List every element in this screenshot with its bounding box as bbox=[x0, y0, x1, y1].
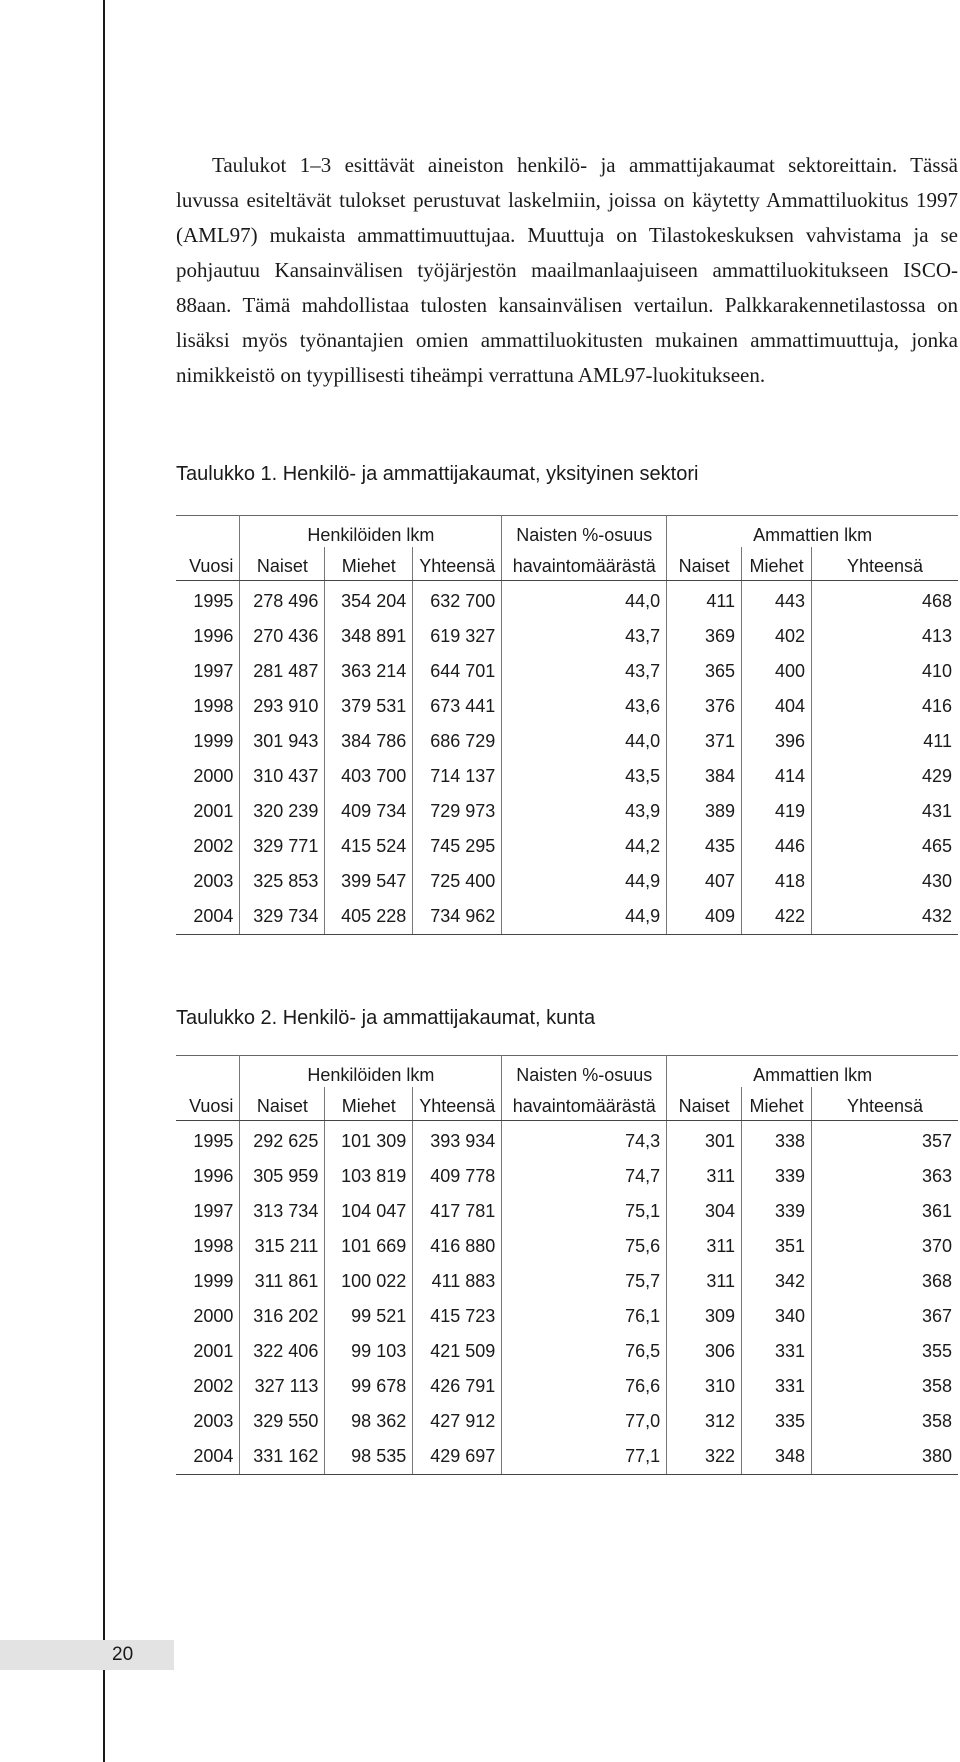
table-1 bbox=[176, 515, 958, 935]
cell-occ-women: 384 bbox=[667, 759, 742, 794]
cell-occ-total: 416 bbox=[812, 689, 958, 724]
cell-women: 322 406 bbox=[240, 1334, 325, 1369]
cell-occ-total: 363 bbox=[812, 1159, 958, 1194]
header-persons: Henkilöiden lkm bbox=[240, 1056, 502, 1088]
cell-women: 329 734 bbox=[240, 899, 325, 935]
cell-occ-total: 380 bbox=[812, 1439, 958, 1475]
table-2 bbox=[176, 1055, 958, 1475]
table-row bbox=[176, 1404, 958, 1439]
cell-occ-men: 446 bbox=[742, 829, 812, 864]
cell-men: 101 669 bbox=[325, 1229, 413, 1264]
cell-men: 354 204 bbox=[325, 581, 413, 620]
cell-women: 301 943 bbox=[240, 724, 325, 759]
col-occ-women: Naiset bbox=[667, 547, 742, 581]
cell-occ-total: 465 bbox=[812, 829, 958, 864]
cell-women: 320 239 bbox=[240, 794, 325, 829]
cell-year: 1999 bbox=[193, 1271, 234, 1291]
cell-occ-total: 367 bbox=[812, 1299, 958, 1334]
cell-men: 403 700 bbox=[325, 759, 413, 794]
table-row bbox=[176, 759, 958, 794]
cell-men: 98 535 bbox=[325, 1439, 413, 1475]
cell-men: 409 734 bbox=[325, 794, 413, 829]
cell-occ-men: 419 bbox=[742, 794, 812, 829]
cell-year: 2003 bbox=[193, 1411, 234, 1431]
col-occ-women: Naiset bbox=[667, 1087, 742, 1121]
cell-year: 1995 bbox=[193, 591, 234, 611]
intro-text: Taulukot 1–3 esittävät aineiston henkilö- ja ammattijakaumat sektoreittain. Tässä luvussa esiteltävät tulokset perustuvat laskelmiin, joissa on käytetty Ammattiluokitus 1997 (AML97) mukaista ammattimuuttujaa. Muuttuja on Tilastokeskuksen vahvistama ja se pohjautuu Kansainvälisen työjärjestön maailmanlaajuiseen ammattiluokitukseen ISCO-88aan. Tämä mahdollistaa tulosten kansainvälisen vertailun. Palkkarakennetilastossa on lisäksi myös työnantajien omien ammattiluokitusten mukainen ammattimuuttuja, jonka nimikkeistö on tyypillisesti tiheämpi verrattuna AML97-luokitukseen. bbox=[176, 153, 958, 387]
cell-men: 379 531 bbox=[325, 689, 413, 724]
cell-women: 316 202 bbox=[240, 1299, 325, 1334]
table-row bbox=[176, 619, 958, 654]
cell-total: 427 912 bbox=[413, 1404, 502, 1439]
cell-total: 734 962 bbox=[413, 899, 502, 935]
cell-occ-men: 404 bbox=[742, 689, 812, 724]
cell-share: 76,1 bbox=[502, 1299, 667, 1334]
cell-occ-men: 402 bbox=[742, 619, 812, 654]
cell-occ-men: 422 bbox=[742, 899, 812, 935]
cell-women: 278 496 bbox=[240, 581, 325, 620]
cell-men: 348 891 bbox=[325, 619, 413, 654]
intro-paragraph bbox=[176, 148, 958, 393]
cell-occ-women: 311 bbox=[667, 1159, 742, 1194]
table-row bbox=[176, 1439, 958, 1475]
cell-occ-total: 370 bbox=[812, 1229, 958, 1264]
cell-total: 417 781 bbox=[413, 1194, 502, 1229]
cell-men: 101 309 bbox=[325, 1121, 413, 1160]
cell-year: 1996 bbox=[193, 1166, 234, 1186]
cell-occ-men: 443 bbox=[742, 581, 812, 620]
table-row bbox=[176, 1121, 958, 1160]
cell-year: 2002 bbox=[193, 836, 234, 856]
cell-share: 75,6 bbox=[502, 1229, 667, 1264]
cell-occ-total: 411 bbox=[812, 724, 958, 759]
cell-occ-men: 339 bbox=[742, 1194, 812, 1229]
cell-total: 673 441 bbox=[413, 689, 502, 724]
cell-occ-men: 348 bbox=[742, 1439, 812, 1475]
cell-year: 2001 bbox=[193, 1341, 234, 1361]
cell-total: 415 723 bbox=[413, 1299, 502, 1334]
cell-occ-men: 342 bbox=[742, 1264, 812, 1299]
cell-total: 619 327 bbox=[413, 619, 502, 654]
cell-share: 75,1 bbox=[502, 1194, 667, 1229]
cell-women: 325 853 bbox=[240, 864, 325, 899]
cell-share: 74,3 bbox=[502, 1121, 667, 1160]
table-row bbox=[176, 864, 958, 899]
cell-occ-men: 331 bbox=[742, 1334, 812, 1369]
cell-women: 292 625 bbox=[240, 1121, 325, 1160]
col-occ-total: Yhteensä bbox=[812, 1087, 958, 1121]
table-row bbox=[176, 794, 958, 829]
cell-occ-women: 306 bbox=[667, 1334, 742, 1369]
col-year: Vuosi bbox=[176, 547, 240, 581]
cell-total: 632 700 bbox=[413, 581, 502, 620]
cell-year: 2004 bbox=[176, 1439, 240, 1475]
cell-share: 43,7 bbox=[502, 619, 667, 654]
cell-occ-total: 429 bbox=[812, 759, 958, 794]
cell-year: 2004 bbox=[176, 899, 240, 935]
header-row-groups bbox=[176, 516, 958, 548]
table-row bbox=[176, 899, 958, 935]
cell-women: 329 771 bbox=[240, 829, 325, 864]
cell-women: 311 861 bbox=[240, 1264, 325, 1299]
header-persons: Henkilöiden lkm bbox=[240, 516, 502, 548]
cell-occ-total: 368 bbox=[812, 1264, 958, 1299]
cell-year: 1997 bbox=[193, 661, 234, 681]
col-year: Vuosi bbox=[176, 1087, 240, 1121]
cell-men: 405 228 bbox=[325, 899, 413, 935]
cell-occ-total: 361 bbox=[812, 1194, 958, 1229]
cell-total: 426 791 bbox=[413, 1369, 502, 1404]
table-row bbox=[176, 581, 958, 620]
cell-occ-total: 355 bbox=[812, 1334, 958, 1369]
table-row bbox=[176, 1194, 958, 1229]
col-occ-men: Miehet bbox=[742, 1087, 812, 1121]
cell-occ-men: 400 bbox=[742, 654, 812, 689]
cell-year: 2001 bbox=[193, 801, 234, 821]
cell-year: 1998 bbox=[193, 1236, 234, 1256]
cell-men: 104 047 bbox=[325, 1194, 413, 1229]
cell-year: 2003 bbox=[193, 871, 234, 891]
cell-share: 43,6 bbox=[502, 689, 667, 724]
cell-share: 76,6 bbox=[502, 1369, 667, 1404]
cell-occ-men: 338 bbox=[742, 1121, 812, 1160]
cell-occ-total: 430 bbox=[812, 864, 958, 899]
cell-year: 1996 bbox=[193, 626, 234, 646]
table-row bbox=[176, 689, 958, 724]
cell-total: 411 883 bbox=[413, 1264, 502, 1299]
cell-occ-total: 358 bbox=[812, 1369, 958, 1404]
cell-men: 99 521 bbox=[325, 1299, 413, 1334]
col-men: Miehet bbox=[325, 1087, 413, 1121]
cell-occ-women: 435 bbox=[667, 829, 742, 864]
cell-occ-total: 358 bbox=[812, 1404, 958, 1439]
col-total: Yhteensä bbox=[413, 547, 502, 581]
cell-share: 77,1 bbox=[502, 1439, 667, 1475]
cell-total: 429 697 bbox=[413, 1439, 502, 1475]
cell-share: 43,7 bbox=[502, 654, 667, 689]
cell-total: 421 509 bbox=[413, 1334, 502, 1369]
cell-occ-women: 365 bbox=[667, 654, 742, 689]
cell-year: 2000 bbox=[193, 1306, 234, 1326]
cell-share: 44,0 bbox=[502, 581, 667, 620]
table-row bbox=[176, 829, 958, 864]
page-number: 20 bbox=[112, 1644, 134, 1665]
col-occ-total: Yhteensä bbox=[812, 547, 958, 581]
header-row-columns bbox=[176, 547, 958, 581]
table-row bbox=[176, 654, 958, 689]
cell-share: 44,0 bbox=[502, 724, 667, 759]
header-row-groups bbox=[176, 1056, 958, 1088]
table-1-caption: Taulukko 1. Henkilö- ja ammattijakaumat, yksityinen sektori bbox=[176, 463, 699, 485]
cell-total: 729 973 bbox=[413, 794, 502, 829]
cell-total: 714 137 bbox=[413, 759, 502, 794]
cell-women: 293 910 bbox=[240, 689, 325, 724]
col-share: havaintomäärästä bbox=[502, 1087, 667, 1121]
cell-total: 686 729 bbox=[413, 724, 502, 759]
cell-women: 329 550 bbox=[240, 1404, 325, 1439]
cell-occ-men: 396 bbox=[742, 724, 812, 759]
header-occupations: Ammattien lkm bbox=[667, 1056, 958, 1088]
table-row bbox=[176, 1264, 958, 1299]
cell-occ-women: 369 bbox=[667, 619, 742, 654]
cell-occ-women: 311 bbox=[667, 1229, 742, 1264]
cell-occ-women: 411 bbox=[667, 581, 742, 620]
cell-occ-men: 335 bbox=[742, 1404, 812, 1439]
cell-occ-women: 322 bbox=[667, 1439, 742, 1475]
cell-occ-women: 371 bbox=[667, 724, 742, 759]
header-share: Naisten %-osuus bbox=[502, 1056, 667, 1088]
margin-rule bbox=[103, 0, 105, 1762]
cell-total: 416 880 bbox=[413, 1229, 502, 1264]
cell-men: 415 524 bbox=[325, 829, 413, 864]
col-women: Naiset bbox=[240, 1087, 325, 1121]
cell-men: 399 547 bbox=[325, 864, 413, 899]
cell-year: 1999 bbox=[193, 731, 234, 751]
cell-occ-men: 339 bbox=[742, 1159, 812, 1194]
cell-total: 644 701 bbox=[413, 654, 502, 689]
table-row bbox=[176, 724, 958, 759]
cell-share: 44,9 bbox=[502, 864, 667, 899]
cell-women: 281 487 bbox=[240, 654, 325, 689]
col-women: Naiset bbox=[240, 547, 325, 581]
cell-occ-women: 389 bbox=[667, 794, 742, 829]
col-share: havaintomäärästä bbox=[502, 547, 667, 581]
header-occupations: Ammattien lkm bbox=[667, 516, 958, 548]
cell-women: 313 734 bbox=[240, 1194, 325, 1229]
cell-women: 331 162 bbox=[240, 1439, 325, 1475]
cell-occ-total: 431 bbox=[812, 794, 958, 829]
col-occ-men: Miehet bbox=[742, 547, 812, 581]
cell-occ-total: 432 bbox=[812, 899, 958, 935]
cell-men: 100 022 bbox=[325, 1264, 413, 1299]
table-2-caption: Taulukko 2. Henkilö- ja ammattijakaumat, kunta bbox=[176, 1007, 596, 1029]
cell-women: 270 436 bbox=[240, 619, 325, 654]
cell-occ-men: 351 bbox=[742, 1229, 812, 1264]
header-row-columns bbox=[176, 1087, 958, 1121]
cell-occ-women: 301 bbox=[667, 1121, 742, 1160]
cell-share: 77,0 bbox=[502, 1404, 667, 1439]
cell-year: 2002 bbox=[193, 1376, 234, 1396]
page-number-tab bbox=[0, 1640, 174, 1670]
cell-total: 745 295 bbox=[413, 829, 502, 864]
cell-men: 99 103 bbox=[325, 1334, 413, 1369]
cell-year: 2000 bbox=[193, 766, 234, 786]
cell-share: 43,5 bbox=[502, 759, 667, 794]
col-total: Yhteensä bbox=[413, 1087, 502, 1121]
cell-occ-men: 418 bbox=[742, 864, 812, 899]
cell-share: 43,9 bbox=[502, 794, 667, 829]
col-men: Miehet bbox=[325, 547, 413, 581]
table-2-body bbox=[176, 1121, 958, 1475]
table-row bbox=[176, 1334, 958, 1369]
cell-occ-men: 414 bbox=[742, 759, 812, 794]
cell-occ-women: 309 bbox=[667, 1299, 742, 1334]
cell-share: 44,9 bbox=[502, 899, 667, 935]
table-1-body bbox=[176, 581, 958, 935]
table-row bbox=[176, 1159, 958, 1194]
cell-share: 75,7 bbox=[502, 1264, 667, 1299]
table-row bbox=[176, 1369, 958, 1404]
cell-year: 1997 bbox=[193, 1201, 234, 1221]
cell-men: 384 786 bbox=[325, 724, 413, 759]
cell-occ-total: 410 bbox=[812, 654, 958, 689]
header-share: Naisten %-osuus bbox=[502, 516, 667, 548]
cell-share: 74,7 bbox=[502, 1159, 667, 1194]
cell-men: 98 362 bbox=[325, 1404, 413, 1439]
header-empty bbox=[176, 516, 240, 548]
cell-occ-total: 413 bbox=[812, 619, 958, 654]
cell-year: 1998 bbox=[193, 696, 234, 716]
cell-total: 725 400 bbox=[413, 864, 502, 899]
cell-occ-women: 312 bbox=[667, 1404, 742, 1439]
cell-women: 305 959 bbox=[240, 1159, 325, 1194]
cell-women: 327 113 bbox=[240, 1369, 325, 1404]
cell-year: 1995 bbox=[193, 1131, 234, 1151]
cell-share: 44,2 bbox=[502, 829, 667, 864]
cell-occ-total: 357 bbox=[812, 1121, 958, 1160]
cell-occ-total: 468 bbox=[812, 581, 958, 620]
cell-occ-women: 304 bbox=[667, 1194, 742, 1229]
cell-women: 315 211 bbox=[240, 1229, 325, 1264]
cell-occ-men: 331 bbox=[742, 1369, 812, 1404]
cell-share: 76,5 bbox=[502, 1334, 667, 1369]
cell-total: 409 778 bbox=[413, 1159, 502, 1194]
header-empty bbox=[176, 1056, 240, 1088]
cell-men: 363 214 bbox=[325, 654, 413, 689]
cell-occ-women: 407 bbox=[667, 864, 742, 899]
cell-occ-women: 376 bbox=[667, 689, 742, 724]
table-row bbox=[176, 1299, 958, 1334]
cell-occ-women: 311 bbox=[667, 1264, 742, 1299]
cell-total: 393 934 bbox=[413, 1121, 502, 1160]
cell-occ-women: 310 bbox=[667, 1369, 742, 1404]
cell-men: 103 819 bbox=[325, 1159, 413, 1194]
cell-occ-men: 340 bbox=[742, 1299, 812, 1334]
cell-occ-women: 409 bbox=[667, 899, 742, 935]
cell-men: 99 678 bbox=[325, 1369, 413, 1404]
table-row bbox=[176, 1229, 958, 1264]
cell-women: 310 437 bbox=[240, 759, 325, 794]
